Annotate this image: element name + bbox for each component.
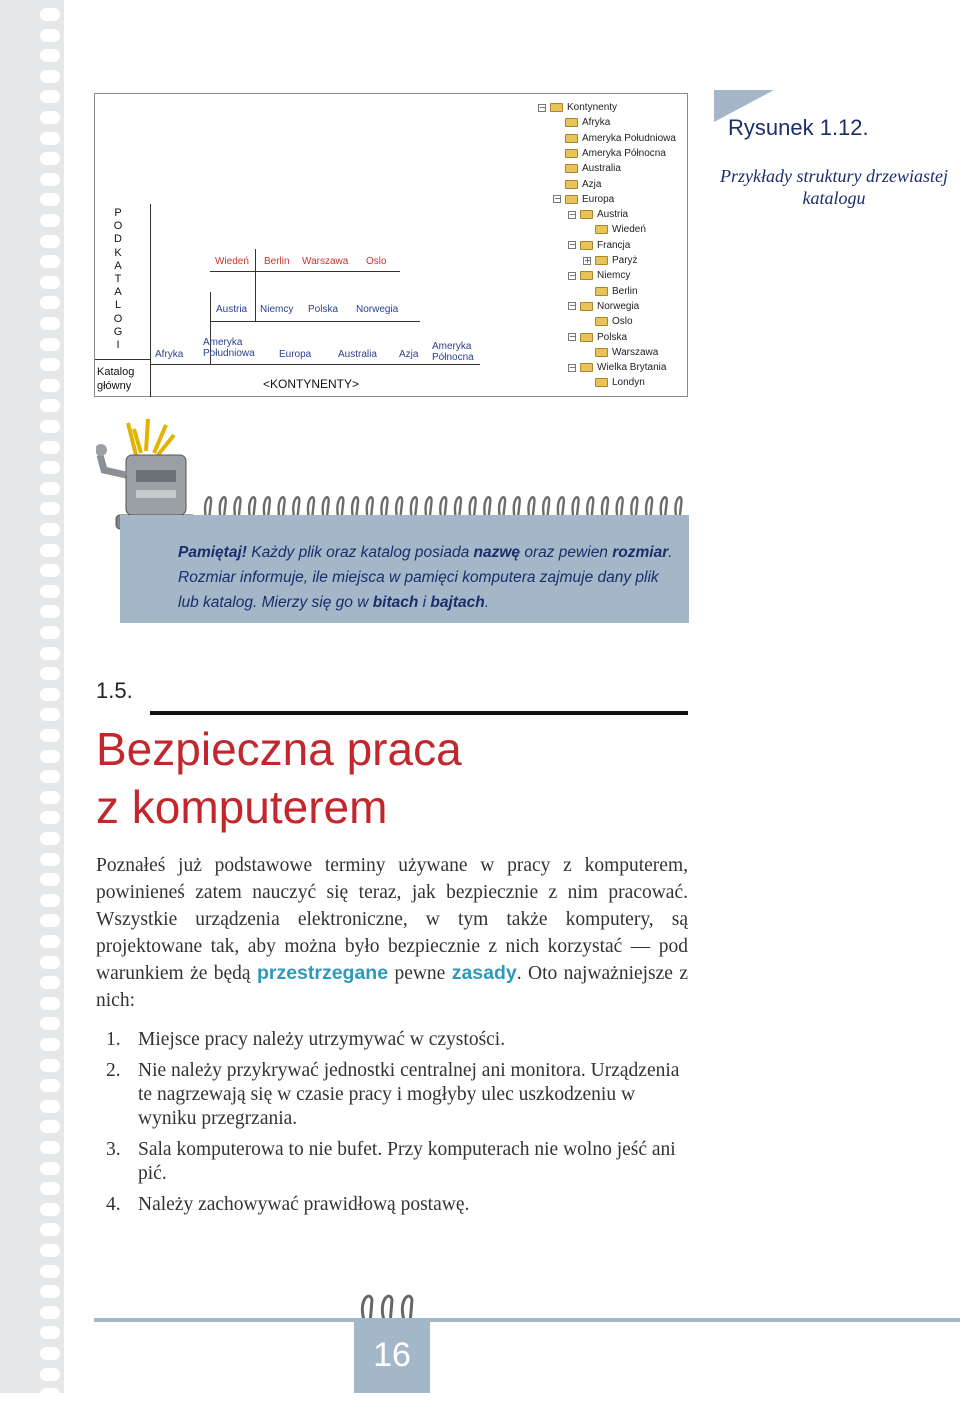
folder-icon	[550, 103, 563, 112]
vertical-label-letter: G	[113, 325, 123, 338]
section-title-line: z komputerem	[96, 781, 388, 833]
vertical-label-letter: A	[114, 259, 122, 272]
folder-label: Londyn	[612, 377, 645, 389]
binding-hole	[40, 729, 60, 742]
rule-text: Należy zachowywać prawidłową postawę.	[138, 1194, 470, 1215]
explorer-folder-row[interactable]	[595, 375, 645, 390]
binding-hole	[40, 420, 60, 433]
collapse-icon[interactable]: −	[569, 240, 576, 250]
binding-hole	[40, 647, 60, 660]
binding-hole	[40, 935, 60, 948]
folder-icon	[565, 118, 578, 127]
reminder-note-text	[178, 540, 678, 615]
highlighted-term: zasady	[451, 962, 517, 984]
folder-icon	[580, 363, 593, 372]
binding-hole	[40, 1368, 60, 1381]
explorer-folder-row[interactable]	[568, 207, 628, 222]
note-remember-label: Pamiętaj!	[178, 544, 247, 561]
binding-hole	[40, 338, 60, 351]
explorer-folder-row[interactable]	[595, 314, 633, 329]
city-label: Oslo	[366, 256, 387, 267]
rule-number: 1.	[106, 1029, 121, 1050]
figure-caption-text: Przykłady struktury drzewiastej katalogu	[720, 166, 948, 208]
binding-hole	[40, 1079, 60, 1092]
continent-label: Ameryka Północna	[432, 341, 474, 363]
vertical-label	[110, 207, 126, 352]
collapse-icon[interactable]: −	[539, 102, 546, 112]
explorer-folder-row[interactable]	[595, 222, 646, 237]
explorer-folder-row[interactable]	[583, 253, 638, 268]
binding-hole	[40, 317, 60, 330]
section-rule	[150, 711, 688, 715]
collapse-icon[interactable]: −	[554, 194, 561, 204]
note-bold-term: bajtach	[430, 594, 485, 611]
folder-label: Australia	[582, 163, 621, 175]
body-text-part: . Oto najważniejsze z nich:	[96, 963, 688, 1011]
binding-hole	[40, 626, 60, 639]
figure-caption-title: Rysunek 1.12.	[728, 115, 869, 140]
folder-label: Niemcy	[597, 270, 631, 282]
binding-hole	[40, 605, 60, 618]
rule-item	[96, 1028, 696, 1052]
rule-item	[96, 1138, 696, 1186]
collapse-icon[interactable]: −	[569, 332, 576, 341]
note-bold-term: nazwę	[473, 544, 521, 561]
countries-line	[210, 321, 420, 322]
section-number: 1.5.	[96, 678, 133, 703]
note-text-part: . Rozmiar informuje, ile miejsca w pamięci komputera zajmuje dany plik lub katalog. Mierzy się go w	[178, 544, 673, 611]
vertical-label-letter: T	[114, 273, 122, 286]
binding-hole	[40, 358, 60, 371]
binding-hole	[40, 399, 60, 412]
folder-icon	[565, 180, 578, 189]
folder-label: Azja	[582, 178, 602, 190]
folder-label: Oslo	[612, 316, 633, 328]
city-label: Warszawa	[302, 256, 349, 267]
binding-hole	[40, 173, 60, 186]
folder-icon	[580, 271, 593, 280]
folder-icon	[565, 195, 578, 204]
binding-hole	[40, 1306, 60, 1319]
body-text-part: Poznałeś już podstawowe terminy używane w pracy z komputerem, powinieneś zatem nauczyć się teraz, jak bezpiecznie z nim pracować. Wszystkie urządzenia elektroniczne, w tym także komputery, są projektowane tak, aby można było bezpiecznie z nich korzystać — pod warunkiem że będą	[96, 855, 688, 984]
continent-label: Azja	[399, 349, 419, 360]
folder-icon	[595, 287, 608, 296]
footer-rule	[94, 1318, 960, 1322]
binding-hole	[40, 461, 60, 474]
binding-hole	[40, 1285, 60, 1298]
binding-hole	[40, 255, 60, 268]
page-number: 16	[373, 1336, 411, 1374]
note-text-part: Każdy plik oraz katalog posiada	[246, 544, 474, 561]
spiral-binding	[0, 0, 64, 1393]
country-label: Austria	[216, 304, 248, 315]
vertical-label-letter: A	[114, 286, 122, 299]
section-title	[96, 720, 462, 836]
binding-hole	[40, 853, 60, 866]
safety-rules-list	[96, 1028, 696, 1224]
rule-number: 4.	[106, 1194, 121, 1215]
rule-text: Sala komputerowa to nie bufet. Przy komputerach nie wolno jeść ani pić.	[138, 1139, 676, 1184]
continent-label: Australia	[338, 349, 377, 360]
binding-hole	[40, 1100, 60, 1113]
folder-label: Ameryka Południowa	[582, 132, 676, 144]
folder-label: Berlin	[612, 285, 638, 297]
cities-line	[210, 271, 400, 272]
binding-hole	[40, 1120, 60, 1133]
binding-hole	[40, 1203, 60, 1216]
binding-hole	[40, 1038, 60, 1051]
folder-label: Warszawa	[612, 346, 659, 358]
folder-label: Paryż	[612, 255, 638, 266]
country-label: Polska	[308, 304, 339, 315]
binding-hole	[40, 1244, 60, 1257]
root-label: Katalog główny	[97, 366, 135, 392]
folder-icon	[580, 210, 593, 219]
binding-hole	[40, 482, 60, 495]
binding-hole	[40, 667, 60, 680]
binding-hole	[40, 976, 60, 989]
rule-text: Miejsce pracy należy utrzymywać w czystości.	[138, 1029, 506, 1050]
note-text-part: oraz pewien	[520, 544, 613, 561]
rule-item	[96, 1193, 696, 1217]
folder-icon	[595, 317, 608, 326]
binding-hole	[40, 235, 60, 248]
binding-hole	[40, 914, 60, 927]
folder-label: Austria	[597, 209, 629, 221]
folder-label: Polska	[597, 331, 628, 343]
binding-hole	[40, 502, 60, 515]
explorer-folder-row[interactable]	[565, 161, 621, 176]
binding-hole	[40, 193, 60, 206]
binding-hole	[40, 276, 60, 289]
rule-item	[96, 1059, 696, 1131]
binding-hole	[40, 585, 60, 598]
highlighted-term: przestrzegane	[256, 962, 389, 984]
binding-hole	[40, 1059, 60, 1072]
folder-icon	[595, 256, 608, 265]
explorer-folder-row[interactable]	[595, 345, 658, 360]
binding-hole	[40, 750, 60, 763]
vertical-label-letter: K	[114, 246, 122, 259]
austria-branch	[255, 249, 256, 321]
binding-hole	[40, 708, 60, 721]
explorer-folder-row[interactable]	[568, 360, 666, 375]
explorer-folder-row[interactable]	[595, 284, 638, 299]
binding-hole	[40, 1162, 60, 1175]
folder-icon	[565, 164, 578, 173]
vertical-label-letter: P	[114, 207, 122, 219]
explorer-folder-row[interactable]	[538, 100, 617, 115]
binding-hole	[40, 90, 60, 103]
rule-number: 2.	[106, 1060, 121, 1081]
binding-hole	[40, 688, 60, 701]
binding-hole	[40, 1265, 60, 1278]
section-title-line: Bezpieczna praca	[96, 723, 462, 775]
explorer-folder-row[interactable]	[568, 330, 627, 345]
vertical-label-letter: I	[116, 339, 120, 352]
binding-hole	[40, 441, 60, 454]
binding-hole	[40, 49, 60, 62]
explorer-folder-row[interactable]	[565, 115, 610, 130]
continents-label: <KONTYNENTY>	[263, 377, 360, 391]
city-label: Berlin	[264, 256, 290, 267]
binding-hole	[40, 811, 60, 824]
binding-hole	[40, 770, 60, 783]
city-label: Wiedeń	[215, 256, 249, 267]
binding-hole	[40, 832, 60, 845]
folder-label: Afryka	[582, 117, 611, 129]
folder-icon	[565, 149, 578, 158]
binding-hole	[40, 296, 60, 309]
binding-hole	[40, 564, 60, 577]
continent-label: Europa	[279, 349, 312, 360]
explorer-folder-row[interactable]	[568, 268, 630, 283]
binding-hole	[40, 1223, 60, 1236]
folder-label: Norwegia	[597, 300, 640, 312]
rule-text: Nie należy przykrywać jednostki centralnej ani monitora. Urządzenia te nagrzewają się w czasie pracy i mogłyby ulec uszkodzeniu w wyniku przegrzania.	[138, 1060, 680, 1129]
trunk-line	[150, 204, 151, 397]
explorer-folder-row[interactable]	[568, 238, 630, 253]
binding-hole	[40, 956, 60, 969]
folder-label: Europa	[582, 193, 615, 205]
vertical-label-letter: L	[114, 299, 122, 312]
continents-line	[150, 364, 480, 365]
vertical-label-letter: D	[114, 233, 122, 246]
binding-hole	[40, 997, 60, 1010]
note-text-part: .	[484, 594, 489, 611]
binding-hole	[40, 8, 60, 21]
folder-icon	[580, 302, 593, 311]
country-label: Niemcy	[260, 304, 294, 315]
directory-tree-figure	[94, 93, 688, 397]
note-bold-term: bitach	[372, 594, 419, 611]
collapse-icon[interactable]: −	[569, 301, 576, 311]
binding-hole	[40, 1326, 60, 1339]
folder-icon	[595, 348, 608, 357]
label-underline	[95, 359, 150, 360]
folder-label: Francja	[597, 239, 631, 251]
binding-hole	[40, 1347, 60, 1360]
collapse-icon[interactable]: −	[569, 270, 576, 280]
explorer-folder-row[interactable]	[565, 146, 666, 161]
folder-label: Wielka Brytania	[597, 362, 667, 374]
note-bold-term: rozmiar	[612, 544, 669, 561]
binding-hole	[40, 544, 60, 557]
note-text-part: i	[418, 594, 431, 611]
binding-hole	[40, 379, 60, 392]
binding-hole	[40, 1388, 60, 1401]
continent-label: Afryka	[155, 349, 184, 360]
explorer-folder-row[interactable]	[565, 177, 601, 192]
vertical-label-letter: O	[113, 220, 123, 233]
folder-explorer-tree	[538, 100, 686, 395]
binding-hole	[40, 894, 60, 907]
explorer-folder-row[interactable]	[553, 192, 614, 207]
folder-label: Ameryka Północna	[582, 147, 666, 159]
collapse-icon[interactable]: −	[569, 362, 576, 372]
binding-hole	[40, 873, 60, 886]
binding-hole	[40, 70, 60, 83]
folder-icon	[565, 134, 578, 143]
body-text-part: pewne	[388, 963, 452, 984]
collapse-icon[interactable]: −	[569, 209, 576, 219]
explorer-folder-row[interactable]	[565, 131, 676, 146]
vertical-label-letter: O	[113, 312, 123, 325]
folder-label: Wiedeń	[612, 224, 646, 236]
binding-hole	[40, 791, 60, 804]
explorer-folder-row[interactable]	[568, 299, 639, 314]
continent-label: Ameryka Południowa	[203, 337, 255, 359]
binding-hole	[40, 1182, 60, 1195]
folder-icon	[580, 241, 593, 250]
binding-hole	[40, 1141, 60, 1154]
rule-number: 3.	[106, 1139, 121, 1160]
binding-hole	[40, 523, 60, 536]
binding-hole	[40, 1017, 60, 1030]
folder-icon	[595, 225, 608, 234]
binding-hole	[40, 152, 60, 165]
country-label: Norwegia	[356, 304, 399, 315]
binding-hole	[40, 132, 60, 145]
binding-hole	[40, 111, 60, 124]
binding-hole	[40, 29, 60, 42]
folder-label: Kontynenty	[567, 102, 618, 113]
folder-icon	[595, 378, 608, 387]
intro-paragraph	[96, 852, 688, 1014]
binding-hole	[40, 214, 60, 227]
folder-icon	[580, 333, 593, 342]
expand-icon[interactable]: +	[584, 255, 591, 265]
